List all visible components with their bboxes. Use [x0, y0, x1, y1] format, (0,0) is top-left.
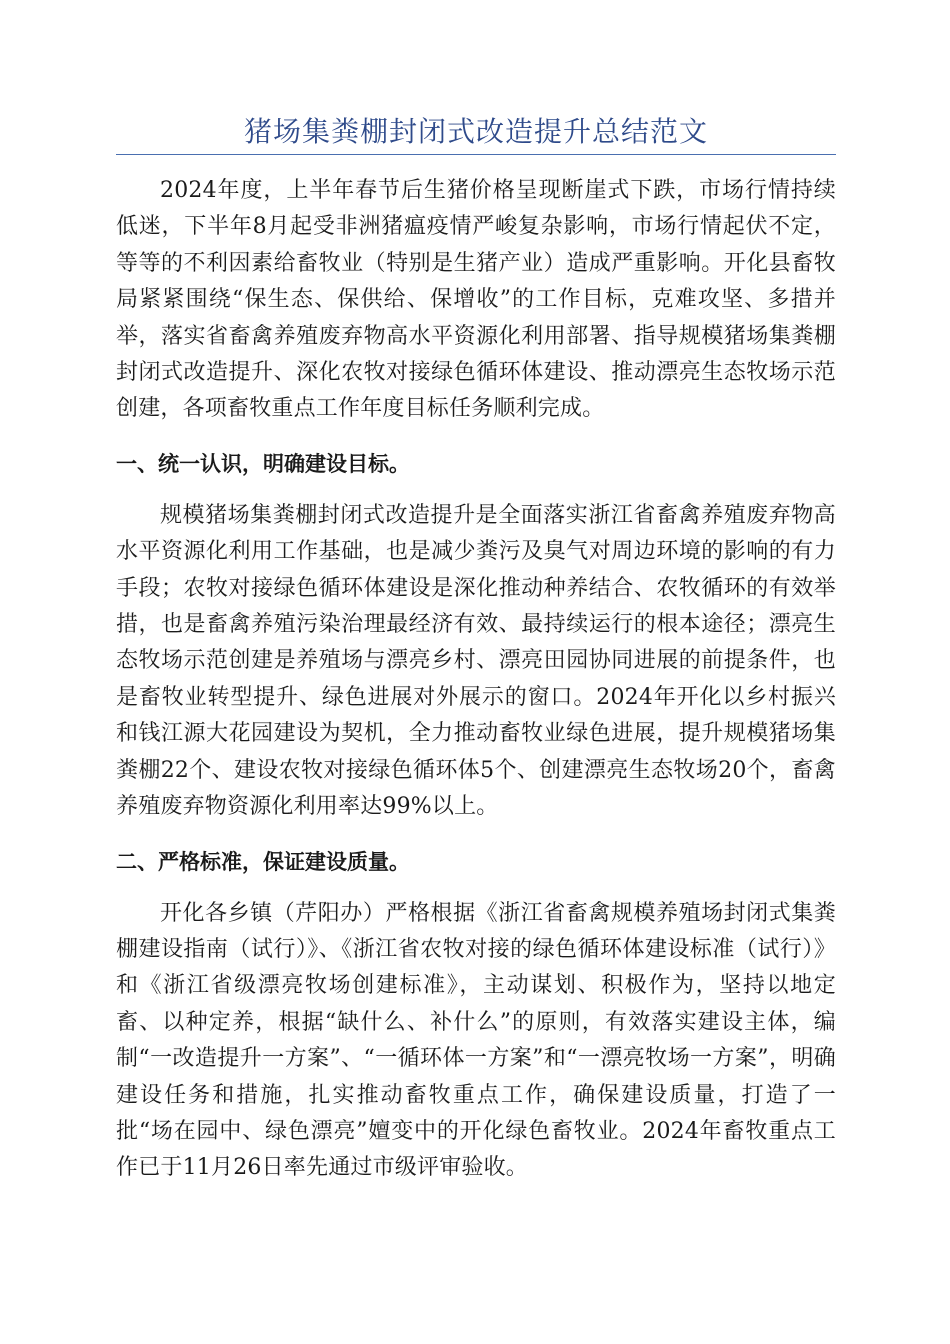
section-heading-1: 一、统一认识，明确建设目标。	[116, 451, 410, 476]
section-body-1: 规模猪场集粪棚封闭式改造提升是全面落实浙江省畜禽养殖废弃物高水平资源化利用工作基础，也是减少粪污及臭气对周边环境的影响的有力手段；农牧对接绿色循环体建设是深化推动种养结合、农牧循环的有效举措，也是畜禽养殖污染治理最经济有效、最持续运行的根本途径；漂亮生态牧场示范创建是养殖场与漂亮乡村、漂亮田园协同进展的前提条件，也是畜牧业转型提升、绿色进展对外展示的窗口。2024年开化以乡村振兴和钱江源大花园建设为契机，全力推动畜牧业绿色进展，提升规模猪场集粪棚22个、建设农牧对接绿色循环体5个、创建漂亮生态牧场20个，畜禽养殖废弃物资源化利用率达99%以上。	[116, 502, 836, 820]
spacer	[116, 880, 836, 896]
intro-paragraph: 2024年度，上半年春节后生猪价格呈现断崖式下跌，市场行情持续低迷，下半年8月起受非洲猪瘟疫情严峻复杂影响，市场行情起伏不定，等等的不利因素给畜牧业（特别是生猪产业）造成严重影响。开化县畜牧局紧紧围绕“保生态、保供给、保增收”的工作目标，克难攻坚、多措并举，落实省畜禽养殖废弃物高水平资源化利用部署、指导规模猪场集粪棚封闭式改造提升、深化农牧对接绿色循环体建设、推动漂亮生态牧场示范创建，各项畜牧重点工作年度目标任务顺利完成。	[116, 178, 836, 422]
spacer	[116, 826, 836, 844]
document-page	[116, 112, 836, 1187]
document-title: 猪场集粪棚封闭式改造提升总结范文	[116, 112, 836, 155]
section-body-2: 开化各乡镇（芹阳办）严格根据《浙江省畜禽规模养殖场封闭式集粪棚建设指南（试行）》、《浙江省农牧对接的绿色循环体建设标准（试行）》和《浙江省级漂亮牧场创建标准》，主动谋划、积极作为，坚持以地定畜、以种定养，根据“缺什么、补什么”的原则，有效落实建设主体，编制“一改造提升一方案”、“一循环体一方案”和“一漂亮牧场一方案”，明确建设任务和措施，扎实推动畜牧重点工作，确保建设质量，打造了一批“场在园中、绿色漂亮”嬗变中的开化绿色畜牧业。2024年畜牧重点工作已于11月26日率先通过市级评审验收。	[116, 900, 836, 1181]
spacer	[116, 428, 836, 446]
spacer	[116, 482, 836, 498]
section-heading-2: 二、严格标准，保证建设质量。	[116, 849, 410, 874]
